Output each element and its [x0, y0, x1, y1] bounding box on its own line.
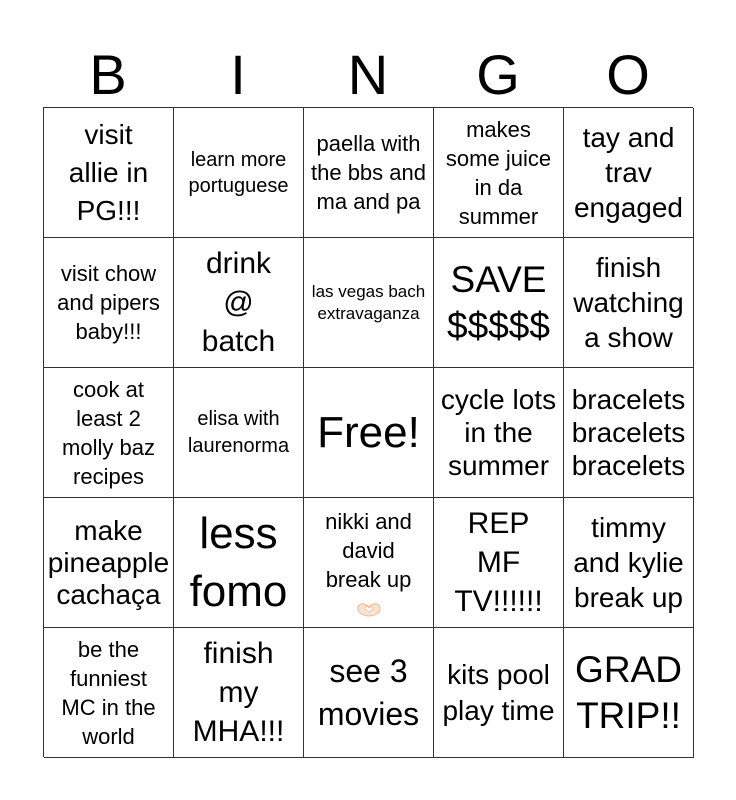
bingo-cell[interactable] [564, 238, 694, 368]
bingo-cell[interactable] [434, 368, 564, 498]
cell-text: cycle lots in the summer [440, 384, 557, 481]
cell-text: REP MF TV!!!!!! [454, 507, 543, 618]
cell-text: timmy and kylie break up [573, 512, 684, 613]
bingo-cell[interactable] [44, 368, 174, 498]
bingo-cell free-space[interactable] [304, 368, 434, 498]
bingo-cell[interactable] [434, 498, 564, 628]
bingo-cell[interactable] [564, 108, 694, 238]
bingo-cell[interactable] [304, 238, 434, 368]
cell-text: see 3 movies [317, 652, 420, 732]
bingo-cell[interactable] [174, 238, 304, 368]
bingo-cell[interactable] [434, 108, 564, 238]
cell-text: make pineapple cachaça [47, 514, 170, 610]
bingo-cell[interactable] [44, 108, 174, 238]
cell-text: drink @ batch [201, 247, 276, 358]
bingo-cell[interactable] [174, 628, 304, 758]
bingo-cell[interactable] [434, 238, 564, 368]
bingo-cell[interactable] [564, 368, 694, 498]
bingo-cell[interactable] [304, 628, 434, 758]
cell-text: visit allie in PG!!! [68, 118, 149, 226]
cell-text: tay and trav engaged [573, 122, 683, 223]
cell-text: las vegas bach extravaganza [311, 281, 426, 323]
header-letter-n: N [347, 43, 389, 106]
bingo-cell[interactable] [434, 628, 564, 758]
cell-text: nikki and david break up [325, 509, 412, 592]
heart-hands-icon [356, 600, 382, 618]
bingo-cell[interactable] [44, 238, 174, 368]
cell-text: kits pool play time [442, 658, 555, 726]
cell-text: paella with the bbs and ma and pa [311, 131, 426, 214]
header-letter-o: O [606, 43, 650, 106]
cell-text: makes some juice in da summer [445, 116, 552, 229]
cell-text: SAVE $$$$$ [447, 258, 550, 346]
cell-text: GRAD TRIP!! [575, 648, 682, 736]
header-letter-b: B [89, 43, 127, 106]
cell-text: finish my MHA!!! [192, 637, 285, 748]
header-letter-i: I [230, 43, 246, 106]
bingo-cell[interactable] [564, 498, 694, 628]
bingo-cell[interactable] [44, 498, 174, 628]
bingo-header [43, 44, 693, 106]
bingo-cell[interactable] [304, 108, 434, 238]
bingo-cell[interactable] [174, 368, 304, 498]
bingo-board [43, 107, 693, 757]
cell-text: bracelets bracelets bracelets [571, 384, 686, 481]
bingo-cell[interactable] [304, 498, 434, 628]
bingo-cell[interactable] [174, 498, 304, 628]
cell-text: less fomo [189, 508, 288, 616]
cell-text: elisa with laurenorma [187, 407, 290, 457]
cell-text: visit chow and pipers baby!!! [57, 261, 160, 344]
bingo-cell[interactable] [44, 628, 174, 758]
cell-text: Free! [317, 407, 420, 457]
cell-text: be the funniest MC in the world [61, 636, 156, 749]
cell-text: finish watching a show [573, 252, 684, 353]
bingo-cell[interactable] [174, 108, 304, 238]
cell-text: cook at least 2 molly baz recipes [62, 376, 155, 489]
header-letter-g: G [476, 43, 520, 106]
cell-text: learn more portuguese [188, 148, 289, 197]
bingo-cell[interactable] [564, 628, 694, 758]
